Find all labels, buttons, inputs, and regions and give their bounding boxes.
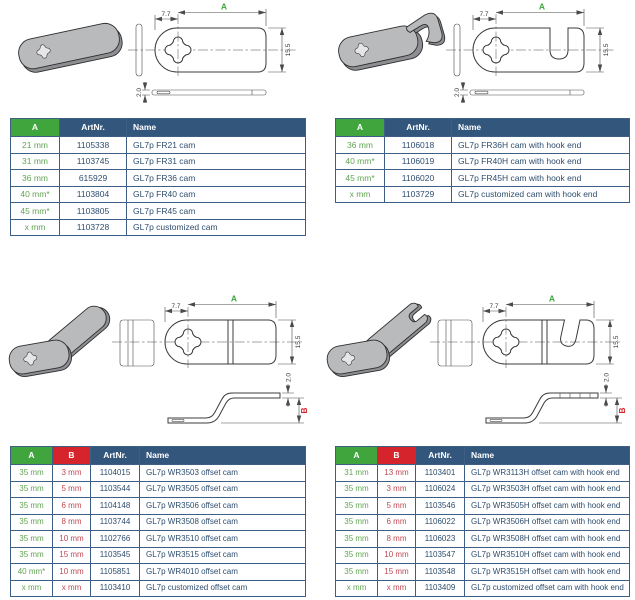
offset-hook-cam-iso-view xyxy=(325,300,433,379)
table-cell: 6 mm xyxy=(53,498,91,515)
dim-length-label: A xyxy=(548,293,556,304)
table-cell: GL7p FR21 cam xyxy=(127,137,306,154)
table-cell: 615929 xyxy=(60,170,127,187)
end-view-bend-lines xyxy=(446,320,451,366)
table-cell: 1104148 xyxy=(91,498,140,515)
table-cell: 1103745 xyxy=(60,153,127,170)
dim-height-label: 15.5 xyxy=(295,335,302,349)
table-cell: 35 mm xyxy=(336,547,378,564)
table-row xyxy=(11,186,306,203)
flat-cam-table xyxy=(10,118,306,236)
table-cell: 1106023 xyxy=(416,531,465,548)
table-cell: 1103544 xyxy=(91,481,140,498)
dim-width-label: 7.7 xyxy=(479,11,489,18)
table-cell: 1106018 xyxy=(385,137,452,154)
table-cell: 1103410 xyxy=(91,580,140,597)
column-header-col-a: A xyxy=(336,447,378,465)
table-cell: 1105851 xyxy=(91,564,140,581)
dim-length-label: A xyxy=(220,1,228,12)
section-hook-cam xyxy=(318,0,635,290)
hook-cam-drawing xyxy=(318,0,635,112)
column-header-col-name: Name xyxy=(452,119,630,137)
table-row xyxy=(11,481,306,498)
offset-cam-table xyxy=(10,446,306,597)
table-cell: 1103548 xyxy=(416,564,465,581)
table-cell: 35 mm xyxy=(336,564,378,581)
side-view-details xyxy=(460,90,570,95)
table-cell: 1105338 xyxy=(60,137,127,154)
dim-length-label: A xyxy=(230,293,238,304)
table-cell: 8 mm xyxy=(53,514,91,531)
dim-width-label: 7.7 xyxy=(171,303,181,310)
table-row xyxy=(336,531,630,548)
hook-cam-iso-view xyxy=(335,11,448,73)
offset-hook-cam-drawing xyxy=(318,290,635,440)
table-row xyxy=(336,498,630,515)
end-view xyxy=(120,320,154,366)
table-row xyxy=(336,564,630,581)
section-offset-hook-cam xyxy=(318,290,635,600)
offset-hook-cam-table xyxy=(335,446,630,597)
end-view-bend-lines xyxy=(128,320,133,366)
table-cell: 1103729 xyxy=(385,186,452,203)
table-cell: GL7p FR36 cam xyxy=(127,170,306,187)
table-cell: 35 mm xyxy=(11,465,53,482)
table-cell: GL7p WR3510 offset cam xyxy=(140,531,306,548)
table-cell: GL7p FR31 cam xyxy=(127,153,306,170)
table-cell: GL7p FR45H cam with hook end xyxy=(452,170,630,187)
table-cell: GL7p WR3510H offset cam with hook end xyxy=(465,547,630,564)
header-row xyxy=(11,119,306,137)
table-cell: 35 mm xyxy=(336,531,378,548)
side-view-hub xyxy=(475,91,488,94)
dim-height-label: 15.5 xyxy=(603,43,610,57)
dim-height-label: 15.5 xyxy=(285,43,292,57)
table-cell: GL7p FR40 cam xyxy=(127,186,306,203)
table-cell: 1103546 xyxy=(416,498,465,515)
table-cell: 1106020 xyxy=(385,170,452,187)
table-cell: 21 mm xyxy=(11,137,60,154)
table-row xyxy=(11,203,306,220)
table-row xyxy=(11,137,306,154)
table-cell: 35 mm xyxy=(11,498,53,515)
table-cell: 35 mm xyxy=(336,481,378,498)
column-header-col-a: A xyxy=(11,119,60,137)
side-view-hub xyxy=(157,91,170,94)
dim-thickness-label: 2.0 xyxy=(285,372,293,382)
table-cell: GL7p WR3515H offset cam with hook end xyxy=(465,564,630,581)
table-cell: 15 mm xyxy=(53,547,91,564)
table-cell: 1106022 xyxy=(416,514,465,531)
table-row xyxy=(11,498,306,515)
column-header-col-art: ArtNr. xyxy=(91,447,140,465)
parts-table xyxy=(335,446,630,597)
table-cell: GL7p WR3506H offset cam with hook end xyxy=(465,514,630,531)
side-view-details xyxy=(142,90,252,95)
dim-width-label: 7.7 xyxy=(161,11,171,18)
dim-length-label: A xyxy=(538,1,546,12)
table-cell: GL7p FR40H cam with hook end xyxy=(452,153,630,170)
table-cell: GL7p WR4010 offset cam xyxy=(140,564,306,581)
table-cell: 40 mm* xyxy=(11,186,60,203)
table-cell: 36 mm xyxy=(336,137,385,154)
table-row xyxy=(11,580,306,597)
flat-cam-iso-view xyxy=(16,20,125,75)
table-cell: x mm xyxy=(378,580,416,597)
table-cell: 40 mm* xyxy=(336,153,385,170)
table-row xyxy=(11,153,306,170)
dim-thickness-label: 2.0 xyxy=(603,372,611,382)
table-cell: GL7p customized offset cam with hook end xyxy=(465,580,630,597)
hook-cam-orthographic xyxy=(446,2,616,104)
table-cell: 15 mm xyxy=(378,564,416,581)
table-cell: GL7p WR3505 offset cam xyxy=(140,481,306,498)
table-cell: 45 mm* xyxy=(11,203,60,220)
table-cell: 31 mm xyxy=(11,153,60,170)
table-row xyxy=(336,547,630,564)
z-profile-segments xyxy=(560,393,590,398)
table-cell: 1104015 xyxy=(91,465,140,482)
table-cell: GL7p WR3503H offset cam with hook end xyxy=(465,481,630,498)
column-header-col-a: A xyxy=(336,119,385,137)
table-cell: GL7p FR45 cam xyxy=(127,203,306,220)
table-cell: 1103545 xyxy=(91,547,140,564)
table-cell: GL7p WR3503 offset cam xyxy=(140,465,306,482)
z-profile-view xyxy=(486,393,598,423)
table-cell: GL7p customized cam with hook end xyxy=(452,186,630,203)
table-row xyxy=(336,481,630,498)
table-cell: GL7p WR3515 offset cam xyxy=(140,547,306,564)
table-row xyxy=(336,465,630,482)
side-view-bar xyxy=(470,90,584,95)
table-cell: 45 mm* xyxy=(336,170,385,187)
table-cell: 1103547 xyxy=(416,547,465,564)
table-cell: 1103805 xyxy=(60,203,127,220)
column-header-col-name: Name xyxy=(127,119,306,137)
table-cell: 1103804 xyxy=(60,186,127,203)
table-cell: 1102766 xyxy=(91,531,140,548)
table-cell: GL7p WR3508H offset cam with hook end xyxy=(465,531,630,548)
table-cell: 13 mm xyxy=(378,465,416,482)
table-cell: 1103409 xyxy=(416,580,465,597)
table-cell: 35 mm xyxy=(336,498,378,515)
table-cell: GL7p WR3506 offset cam xyxy=(140,498,306,515)
table-cell: 36 mm xyxy=(11,170,60,187)
table-cell: 10 mm xyxy=(378,547,416,564)
table-row xyxy=(11,547,306,564)
table-cell: 35 mm xyxy=(336,514,378,531)
section-offset-cam xyxy=(0,290,312,600)
table-cell: 10 mm xyxy=(53,564,91,581)
side-view-bar xyxy=(152,90,266,95)
table-cell: 1106024 xyxy=(416,481,465,498)
table-row xyxy=(336,170,630,187)
table-row xyxy=(11,514,306,531)
parts-table xyxy=(335,118,630,203)
dim-offset-label: B xyxy=(617,407,627,414)
column-header-col-art: ArtNr. xyxy=(385,119,452,137)
hook-cam-table xyxy=(335,118,630,203)
table-row xyxy=(11,465,306,482)
dim-thickness-label: 2.0 xyxy=(136,87,143,98)
dim-thickness-label: 2.0 xyxy=(454,87,461,98)
table-cell: GL7p customized cam xyxy=(127,219,306,236)
table-cell: 31 mm xyxy=(336,465,378,482)
table-cell: x mm xyxy=(53,580,91,597)
table-cell: GL7p FR36H cam with hook end xyxy=(452,137,630,154)
table-cell: 40 mm* xyxy=(11,564,53,581)
column-header-col-b: B xyxy=(53,447,91,465)
table-cell: x mm xyxy=(11,219,60,236)
offset-hook-cam-orthographic xyxy=(430,294,627,424)
table-cell: GL7p customized offset cam xyxy=(140,580,306,597)
table-cell: GL7p WR3113H offset cam with hook end xyxy=(465,465,630,482)
column-header-col-a: A xyxy=(11,447,53,465)
table-cell: 3 mm xyxy=(378,481,416,498)
table-cell: 35 mm xyxy=(11,514,53,531)
z-profile-view xyxy=(168,393,280,423)
table-cell: 1103744 xyxy=(91,514,140,531)
z-profile-hub xyxy=(490,419,502,421)
column-header-col-name: Name xyxy=(465,447,630,465)
parts-table xyxy=(10,118,306,236)
dim-height-label: 15.5 xyxy=(613,335,620,349)
table-cell: 8 mm xyxy=(378,531,416,548)
table-cell: GL7p WR3505H offset cam with hook end xyxy=(465,498,630,515)
section-flat-cam xyxy=(0,0,312,290)
table-cell: GL7p WR3508 offset cam xyxy=(140,514,306,531)
table-row xyxy=(336,580,630,597)
table-cell: 3 mm xyxy=(53,465,91,482)
end-view xyxy=(438,320,472,366)
table-row xyxy=(11,531,306,548)
flat-cam-orthographic xyxy=(128,2,298,104)
offset-cam-drawing xyxy=(0,290,312,440)
dim-width-label: 7.7 xyxy=(489,303,499,310)
table-cell: 6 mm xyxy=(378,514,416,531)
table-cell: 5 mm xyxy=(378,498,416,515)
table-cell: 1103728 xyxy=(60,219,127,236)
parts-table xyxy=(10,446,306,597)
table-cell: x mm xyxy=(336,186,385,203)
table-row xyxy=(336,186,630,203)
table-cell: 1106019 xyxy=(385,153,452,170)
table-cell: x mm xyxy=(11,580,53,597)
table-cell: 35 mm xyxy=(11,481,53,498)
table-row xyxy=(336,137,630,154)
table-row xyxy=(336,153,630,170)
offset-cam-orthographic xyxy=(112,294,309,424)
flat-cam-drawing xyxy=(0,0,312,112)
header-row xyxy=(11,447,306,465)
table-cell: 35 mm xyxy=(11,547,53,564)
column-header-col-name: Name xyxy=(140,447,306,465)
z-profile-hub xyxy=(172,419,184,421)
table-row xyxy=(11,564,306,581)
column-header-col-art: ArtNr. xyxy=(416,447,465,465)
table-row xyxy=(11,170,306,187)
table-cell: 5 mm xyxy=(53,481,91,498)
table-row xyxy=(11,219,306,236)
dim-offset-label: B xyxy=(299,407,309,414)
table-cell: 35 mm xyxy=(11,531,53,548)
column-header-col-art: ArtNr. xyxy=(60,119,127,137)
table-cell: 10 mm xyxy=(53,531,91,548)
header-row xyxy=(336,447,630,465)
table-row xyxy=(336,514,630,531)
header-row xyxy=(336,119,630,137)
column-header-col-b: B xyxy=(378,447,416,465)
table-cell: x mm xyxy=(336,580,378,597)
offset-cam-iso-view xyxy=(7,300,114,379)
table-cell: 1103401 xyxy=(416,465,465,482)
